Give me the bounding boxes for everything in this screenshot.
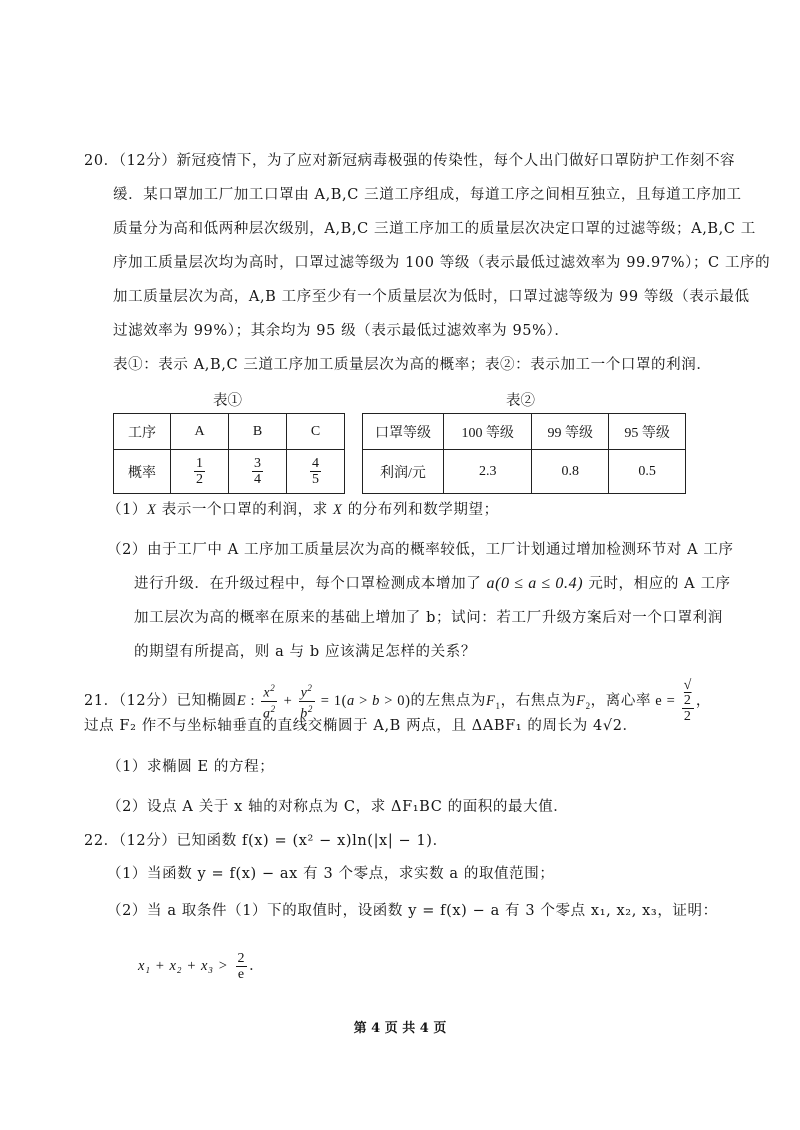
table1-prob-c — [287, 450, 345, 494]
q20-line-7: 表①：表示 A,B,C 三道工序加工质量层次为高的概率；表②：表示加工一个口罩的利润． — [113, 357, 712, 373]
q20-part1 — [107, 500, 499, 520]
table2-profit-100: 2.3 — [444, 450, 532, 494]
q20-part2-line-1: （2）由于工厂中 A 工序加工质量层次为高的概率较低，工厂计划通过增加检测环节对 A 工序 — [107, 542, 734, 558]
table2-caption: 表② — [506, 393, 535, 409]
q21-line-2: 过点 F₂ 作不与坐标轴垂直的直线交椭圆于 A,B 两点，且 ΔABF₁ 的周长为 4√2． — [84, 718, 638, 734]
q20-part2-line-4: 的期望有所提高，则 a 与 b 应该满足怎样的关系？ — [134, 644, 476, 660]
table2-profit-99: 0.8 — [532, 450, 609, 494]
table1-header-c: C — [287, 414, 345, 450]
part2-l2-end: 元时，相应的 A 工序 — [583, 576, 731, 592]
part2-cost-range: a(0 ≤ a ≤ 0.4) — [486, 575, 584, 592]
page-footer: 第 4 页 共 4 页 — [353, 1021, 447, 1036]
part1-text: 表示一个口罩的利润，求 — [156, 502, 334, 518]
table1-header-process: 工序 — [114, 414, 171, 450]
table2-header-grade: 口罩等级 — [363, 414, 444, 450]
ineq-left: x₁ + x₂ + x₃ > — [138, 958, 229, 974]
table1-header-a: A — [171, 414, 229, 450]
q22-part1: （1）当函数 y = f(x) − ax 有 3 个零点，求实数 a 的取值范围； — [107, 866, 555, 882]
frac-a-num: 1 — [196, 456, 203, 471]
var-x: X — [333, 502, 343, 518]
table2-label-profit: 利润/元 — [363, 450, 444, 494]
q21-left-focus: 的左焦点为 — [410, 693, 487, 709]
q21-eccentricity: ，离心率 — [590, 693, 652, 709]
table1-label-probability: 概率 — [114, 450, 171, 494]
q22-inequality — [138, 948, 264, 984]
table2 — [362, 413, 686, 494]
q20-line-2: 缓．某口罩加工厂加工口罩由 A,B,C 三道工序组成，每道工序之间相互独立，且每道工序加工 — [113, 187, 742, 203]
table1-header-b: B — [229, 414, 287, 450]
frac-c-num: 4 — [312, 456, 319, 471]
q20-line-5: 加工质量层次为高，A,B 工序至少有一个质量层次为低时，口罩过滤等级为 99 等级（表示最低 — [113, 289, 750, 305]
q20-line-3: 质量分为高和低两种层次级别，A,B,C 三道工序加工的质量层次决定口罩的过滤等级；A,B,C 工 — [113, 221, 756, 237]
q21-line-1: 21．（12分）已知椭圆E : $\frac{x^2}{a^2}$ + $\frac{y^2}{b^2}$ = 1(a > b > 0)的左焦点为$F_1$，右焦点为$F_2$，离心率 e = √ 2 2 ， — [84, 678, 711, 724]
frac-c-den: 5 — [312, 472, 319, 487]
ineq-den: e — [237, 966, 245, 982]
frac-a-den: 2 — [196, 472, 203, 487]
table1-caption: 表① — [213, 393, 242, 409]
frac-b-num: 3 — [254, 456, 261, 471]
part1-number: （1） — [107, 502, 148, 518]
q21-part1: （1）求椭圆 E 的方程； — [107, 759, 275, 775]
table1-prob-b — [229, 450, 287, 494]
part2-l2-text: 进行升级．在升级过程中，每个口罩检测成本增加了 — [134, 576, 487, 592]
q20-line-6: 过滤效率为 99%）；其余均为 95 级（表示最低过滤效率为 95%）． — [113, 323, 570, 339]
table2-header-99: 99 等级 — [532, 414, 609, 450]
q22-line-1: 22．（12分）已知函数 f(x) = (x² − x)ln(|x| − 1)． — [84, 833, 448, 849]
q20-line-4: 序加工质量层次均为高时，口罩过滤等级为 100 等级（表示最低过滤效率为 99.97%）；C 工序的 — [113, 255, 771, 271]
table2-profit-95: 0.5 — [609, 450, 686, 494]
table2-header-100: 100 等级 — [444, 414, 532, 450]
table1 — [113, 413, 345, 494]
part1-text-end: 的分布列和数学期望； — [342, 502, 499, 518]
table1-prob-a — [171, 450, 229, 494]
var-e: E — [236, 693, 247, 709]
ineq-end: ． — [249, 958, 265, 974]
ineq-num: 2 — [237, 950, 246, 966]
frac-b-den: 4 — [254, 472, 261, 487]
table2-header-95: 95 等级 — [609, 414, 686, 450]
q21-head: 21．（12分）已知椭圆 — [84, 693, 237, 709]
q20-part2-line-2 — [134, 574, 731, 594]
q22-part2: （2）当 a 取条件（1）下的取值时，设函数 y = f(x) − a 有 3 个零点 x₁, x₂, x₃，证明： — [107, 903, 718, 919]
q21-part2: （2）设点 A 关于 x 轴的对称点为 C，求 ΔF₁BC 的面积的最大值． — [107, 799, 569, 815]
q21-right-focus: ，右焦点为 — [500, 693, 577, 709]
var-x: X — [147, 502, 157, 518]
q20-part2-line-3: 加工层次为高的概率在原来的基础上增加了 b；试问：若工厂升级方案后对一个口罩利润 — [134, 610, 723, 626]
q20-line-1: 20．（12分）新冠疫情下，为了应对新冠病毒极强的传染性，每个人出门做好口罩防护工作刻不容 — [84, 153, 736, 169]
